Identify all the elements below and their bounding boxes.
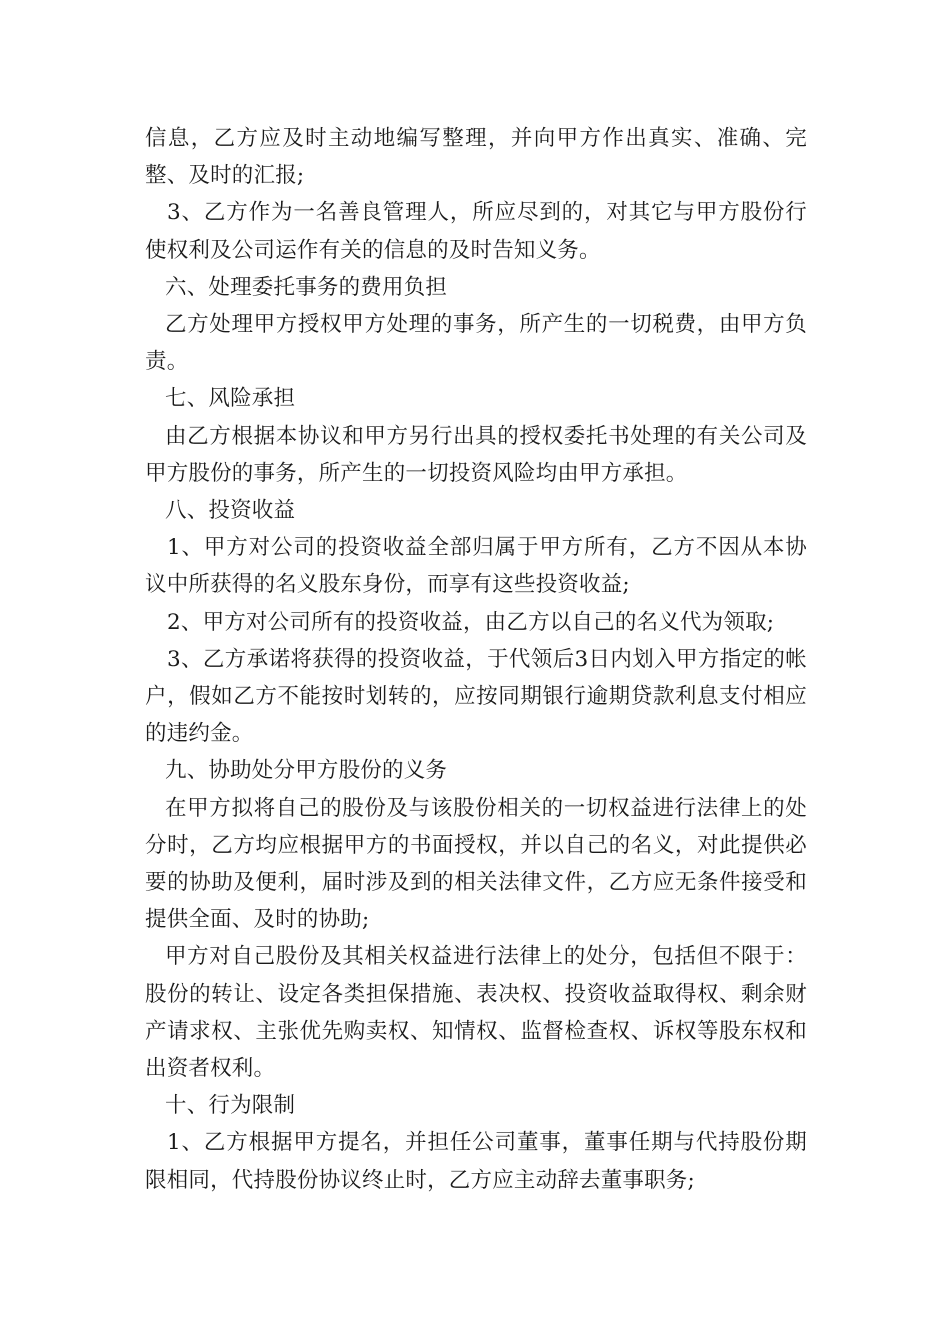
paragraph-clause-8-1: 1、甲方对公司的投资收益全部归属于甲方所有，乙方不因从本协议中所获得的名义股东身份，而享有这些投资收益; xyxy=(145,535,807,598)
document-body xyxy=(145,120,807,1199)
paragraph-clause-5-3: 3、乙方作为一名善良管理人，所应尽到的，对其它与甲方股份行使权利及公司运作有关的信息的及时告知义务。 xyxy=(145,200,807,263)
section-heading-9: 九、协助处分甲方股份的义务 xyxy=(165,758,448,784)
paragraph-disposal-scope: 甲方对自己股份及其相关权益进行法律上的处分，包括但不限于：股份的转让、设定各类担保措施、表决权、投资收益取得权、剩余财产请求权、主张优先购卖权、知情权、监督检查权、诉权等股东权和出资者权利。 xyxy=(145,944,807,1082)
section-heading-8: 八、投资收益 xyxy=(165,498,296,524)
paragraph-clause-10-1: 1、乙方根据甲方提名，并担任公司董事，董事任期与代持股份期限相同，代持股份协议终止时，乙方应主动辞去董事职务; xyxy=(145,1130,807,1193)
paragraph-clause-8-2: 2、甲方对公司所有的投资收益，由乙方以自己的名义代为领取; xyxy=(167,609,775,635)
section-heading-10: 十、行为限制 xyxy=(165,1093,296,1119)
paragraph-clause-8-3: 3、乙方承诺将获得的投资收益，于代领后3日内划入甲方指定的帐户，假如乙方不能按时划转的，应按同期银行逾期贷款利息支付相应的违约金。 xyxy=(145,646,807,747)
paragraph-risk: 由乙方根据本协议和甲方另行出具的授权委托书处理的有关公司及甲方股份的事务，所产生的一切投资风险均由甲方承担。 xyxy=(145,423,807,486)
section-heading-6: 六、处理委托事务的费用负担 xyxy=(165,274,448,300)
paragraph-fees: 乙方处理甲方授权甲方处理的事务，所产生的一切税费，由甲方负责。 xyxy=(145,312,807,375)
section-heading-7: 七、风险承担 xyxy=(165,386,296,412)
paragraph-disposal-assist: 在甲方拟将自己的股份及与该股份相关的一切权益进行法律上的处分时，乙方均应根据甲方的书面授权，并以自己的名义，对此提供必要的协助及便利，届时涉及到的相关法律文件，乙方应无条件接受和提供全面、及时的协助; xyxy=(145,795,807,933)
paragraph-report-continuation: 信息，乙方应及时主动地编写整理，并向甲方作出真实、准确、完整、及时的汇报; xyxy=(145,126,807,189)
